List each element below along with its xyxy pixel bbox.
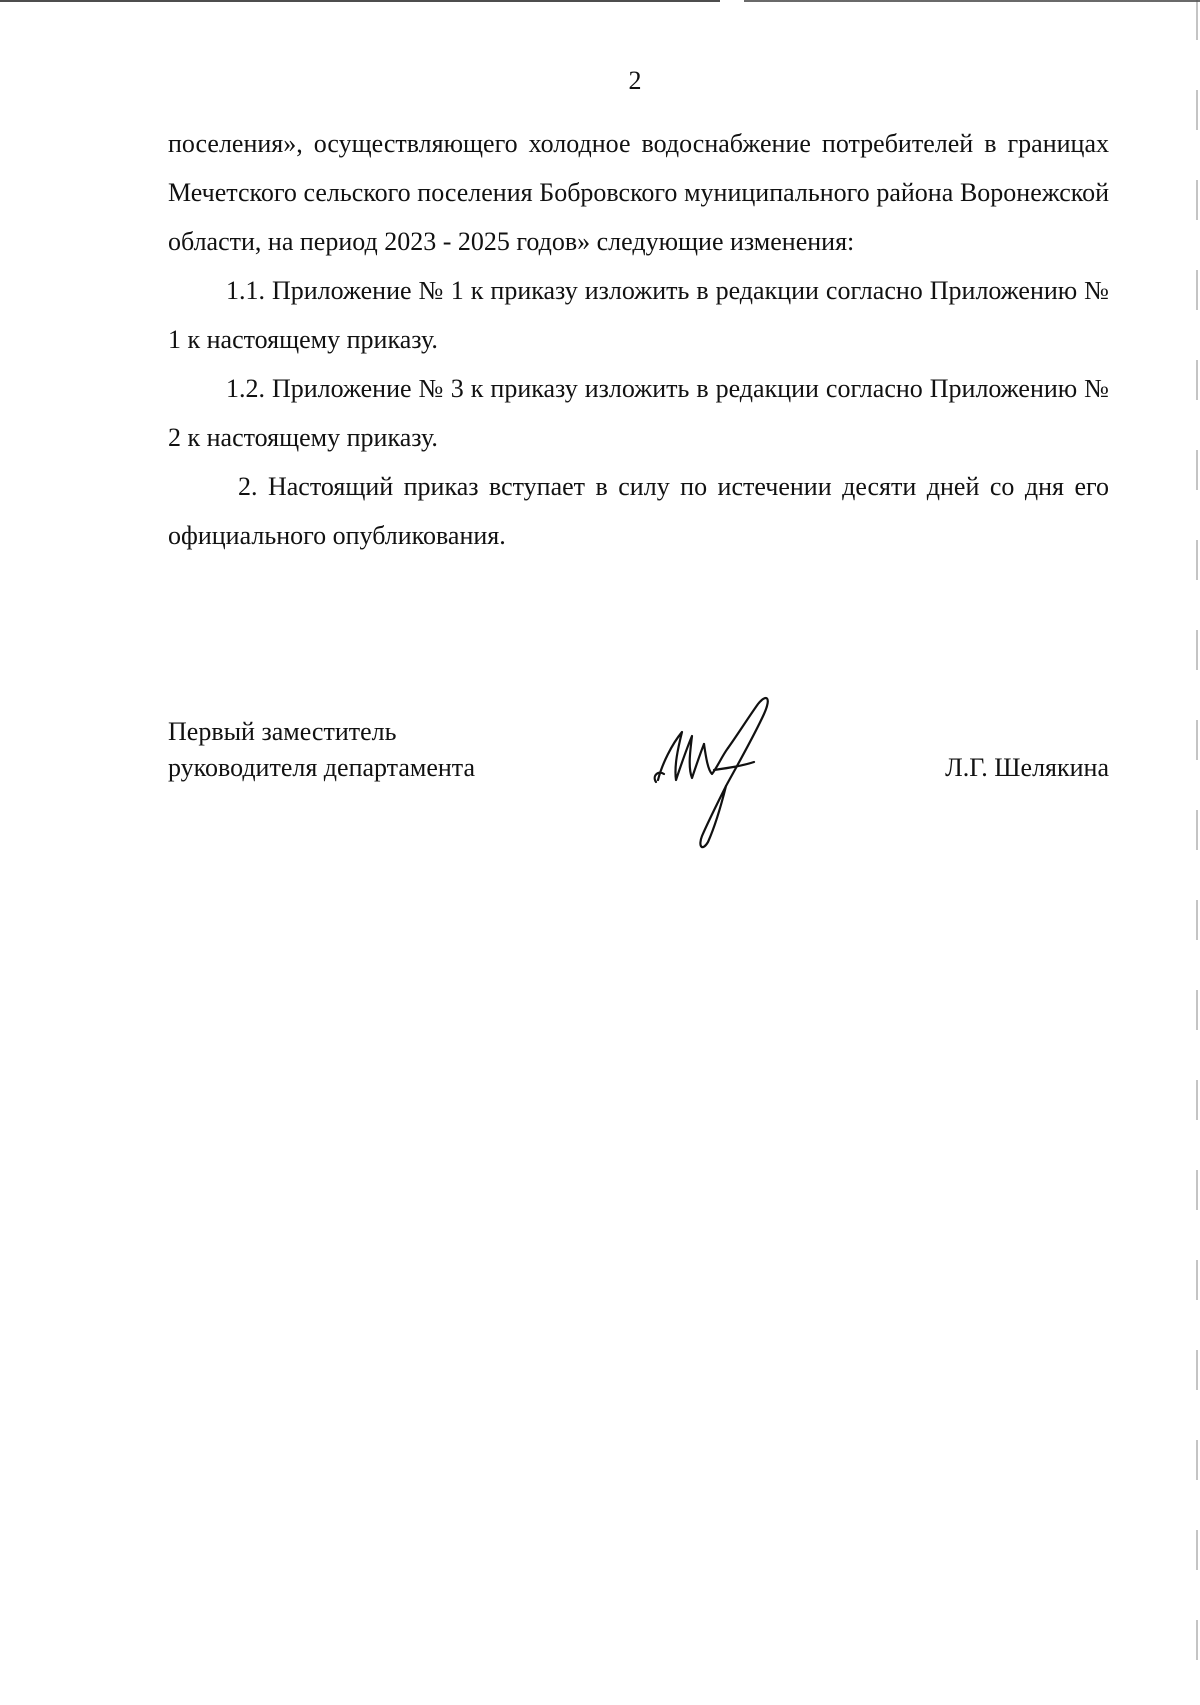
handwritten-signature [638,684,798,854]
paragraph-item-1-1: 1.1. Приложение № 1 к приказу изложить в редакции согласно Приложению № 1 к настоящему приказу. [168,276,1109,354]
paragraph-continuation: поселения», осуществляющего холодное водоснабжение потребителей в границах Мечетского сельского поселения Бобровского муниципального района Воронежской области, на период 2023 - 2025 годов» следующие изменения: [168,129,1109,256]
signer-position-line-2: руководителя департамента [168,753,476,782]
signer-name: Л.Г. Шелякина [945,753,1109,782]
document-body [168,119,1109,560]
signer-position [168,714,475,786]
scan-edge-top [0,0,1200,2]
page-number: 2 [628,66,642,95]
signature-block [168,714,1109,834]
paragraph-item-2: 2. Настоящий приказ вступает в силу по истечении десяти дней со дня его официального опубликования. [168,472,1109,550]
scan-edge-right [1196,0,1198,1705]
signer-position-line-1: Первый заместитель [168,717,397,746]
paragraph-item-1-2: 1.2. Приложение № 3 к приказу изложить в редакции согласно Приложению № 2 к настоящему приказу. [168,374,1109,452]
